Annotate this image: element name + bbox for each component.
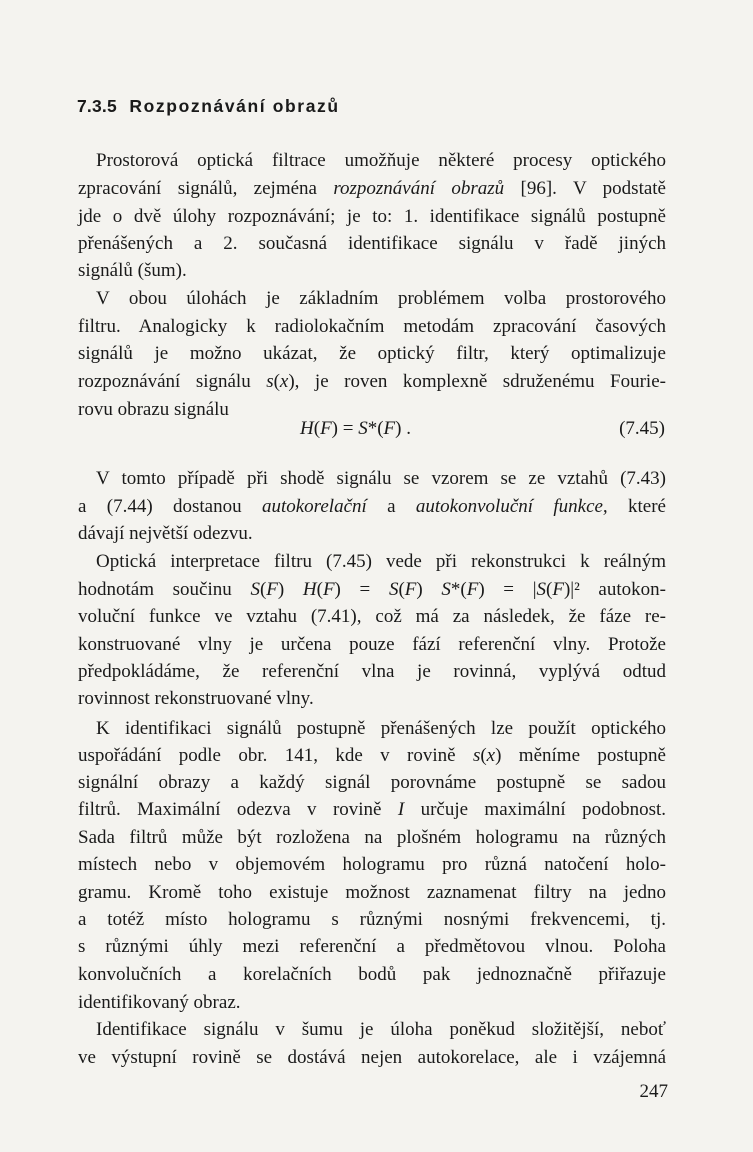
text-line — [78, 990, 666, 1016]
text-run: S — [441, 579, 451, 600]
text-line — [78, 258, 666, 284]
equation-number: (7.45) — [619, 418, 665, 439]
text-run: ) = — [334, 579, 389, 600]
text-run: předpokládáme, že referenční vlna je rovinná, vyplývá odtud — [78, 661, 666, 682]
text-run: F — [322, 579, 335, 600]
text-run: a — [366, 496, 416, 517]
text-run: x — [486, 745, 496, 766]
section-number: 7.3.5 — [77, 96, 117, 116]
text-run: S — [250, 579, 260, 600]
text-run: )|² autokon- — [563, 579, 666, 600]
text-run: rozpoznávání obrazů — [333, 178, 505, 199]
text-run: ( — [259, 579, 267, 600]
text-run: rovu obrazu signálu — [78, 399, 229, 420]
section-title: Rozpoznávání obrazů — [129, 96, 340, 116]
text-line — [78, 204, 666, 230]
text-run: ) = | — [478, 579, 537, 600]
text-run: ( — [398, 579, 405, 600]
text-run: S — [388, 579, 399, 600]
text-line — [78, 231, 666, 257]
text-line — [96, 1017, 666, 1043]
text-run: ( — [546, 579, 553, 600]
text-run: konvolučních a korelačních bodů pak jednoznačně přiřazuje — [78, 964, 666, 985]
text-line — [78, 880, 666, 906]
text-run: F — [466, 579, 479, 600]
text-run: signální obrazy a každý signál porovnáme postupně se sadou — [78, 772, 666, 793]
text-run: ) = — [331, 418, 359, 439]
text-run: jde o dvě úlohy rozpoznávání; je to: 1. identifikace signálů postupně — [78, 206, 666, 227]
text-run: Optická interpretace filtru (7.45) vede při rekonstrukci k reálným — [96, 551, 666, 572]
text-run: filtrů. Maximální odezva v rovině — [78, 799, 398, 820]
text-run: ( — [273, 371, 280, 392]
text-run: I — [397, 799, 405, 820]
text-line — [78, 577, 666, 603]
text-run: přenášených a 2. současná identifikace signálu v řadě jiných — [78, 233, 666, 254]
text-line — [78, 521, 666, 547]
text-run: autokorelační — [261, 496, 367, 517]
text-run: a (7.44) dostanou — [78, 496, 262, 517]
text-run: ) — [277, 579, 303, 600]
text-run: uspořádání podle obr. 141, kde v rovině — [78, 745, 473, 766]
text-line — [78, 825, 666, 851]
text-run: ( — [313, 418, 321, 439]
text-run: signálů (šum). — [78, 260, 187, 281]
text-run: H — [302, 579, 317, 600]
page-number: 247 — [639, 1081, 668, 1102]
text-line — [78, 314, 666, 340]
text-run: ) měníme postupně — [495, 745, 666, 766]
text-run: F — [552, 579, 564, 600]
text-run: které — [607, 496, 666, 517]
text-line — [96, 716, 666, 742]
equation — [300, 418, 411, 440]
text-run: identifikovaný obraz. — [78, 992, 241, 1013]
text-line — [78, 341, 666, 367]
text-line — [78, 176, 666, 202]
text-run: F — [266, 579, 278, 600]
text-line — [96, 466, 666, 492]
text-line — [96, 549, 666, 575]
text-run: zpracování signálů, zejména — [78, 178, 334, 199]
text-line — [78, 962, 666, 988]
text-line — [78, 743, 666, 769]
text-run: F — [320, 418, 332, 439]
section-heading — [77, 96, 340, 117]
text-run: ( — [480, 745, 487, 766]
text-run: V obou úlohách je základním problémem volba prostorového — [96, 288, 666, 309]
text-run: K identifikaci signálů postupně přenášených lze použít optického — [96, 718, 666, 739]
text-line — [78, 369, 666, 395]
text-run: hodnotám součinu — [78, 579, 251, 600]
text-run: s — [266, 371, 274, 392]
text-line — [78, 494, 666, 520]
text-run: ve výstupní rovině se dostává nejen autokorelace, ale i vzájemná — [78, 1047, 666, 1068]
text-run: x — [279, 371, 289, 392]
text-line — [78, 852, 666, 878]
text-run: voluční funkce ve vztahu (7.41), což má za následek, že fáze re- — [78, 606, 666, 627]
text-line — [78, 934, 666, 960]
text-run: Sada filtrů může být rozložena na plošném hologramu na různých — [78, 827, 666, 848]
text-line — [78, 604, 666, 630]
text-line — [78, 659, 666, 685]
text-run: F — [404, 579, 417, 600]
text-run: *( — [450, 579, 467, 600]
text-run: [96]. V podstatě — [504, 178, 666, 199]
text-run: ) — [416, 579, 442, 600]
text-run: filtru. Analogicky k radiolokačním metodám zpracování časových — [78, 316, 666, 337]
text-run: určuje maximální podobnost. — [404, 799, 666, 820]
text-run: ), je roven komplexně sdruženému Fourie- — [288, 371, 666, 392]
text-line — [96, 286, 666, 312]
text-run: Identifikace signálu v šumu je úloha poněkud složitější, neboť — [96, 1019, 666, 1040]
text-line — [78, 686, 666, 712]
text-run: autokonvoluční funkce, — [415, 496, 608, 517]
text-run: rovinnost rekonstruované vlny. — [78, 688, 314, 709]
text-run: S — [536, 579, 546, 600]
text-line — [78, 797, 666, 823]
text-line — [96, 148, 666, 174]
text-run: Prostorová optická filtrace umožňuje některé procesy optického — [96, 150, 666, 171]
text-run: H — [300, 418, 314, 439]
text-run: signálů je možno ukázat, že optický filtr, který optimalizuje — [78, 343, 666, 364]
text-run: S — [358, 418, 368, 439]
text-run: V tomto případě při shodě signálu se vzorem se ze vztahů (7.43) — [96, 468, 666, 489]
text-run: dávají největší odezvu. — [78, 523, 253, 544]
text-run: s — [472, 745, 481, 766]
text-run: rozpoznávání signálu — [78, 371, 267, 392]
text-run: a totéž místo hologramu s různými nosnými frekvencemi, tj. — [78, 909, 666, 930]
text-run: ) . — [395, 418, 411, 439]
text-run: gramu. Kromě toho existuje možnost zaznamenat filtry na jedno — [78, 882, 666, 903]
text-run: místech nebo v objemovém hologramu pro různá natočení holo- — [78, 854, 666, 875]
text-run: s různými úhly mezi referenční a předmětovou vlnou. Poloha — [78, 936, 666, 957]
text-line — [78, 1045, 666, 1071]
text-run: konstruované vlny je určena pouze fází referenční vlny. Protože — [78, 634, 666, 655]
text-run: F — [383, 418, 396, 439]
text-line — [78, 907, 666, 933]
text-run: ( — [316, 579, 323, 600]
text-line — [78, 770, 666, 796]
text-run: *( — [367, 418, 384, 439]
text-line — [78, 632, 666, 658]
